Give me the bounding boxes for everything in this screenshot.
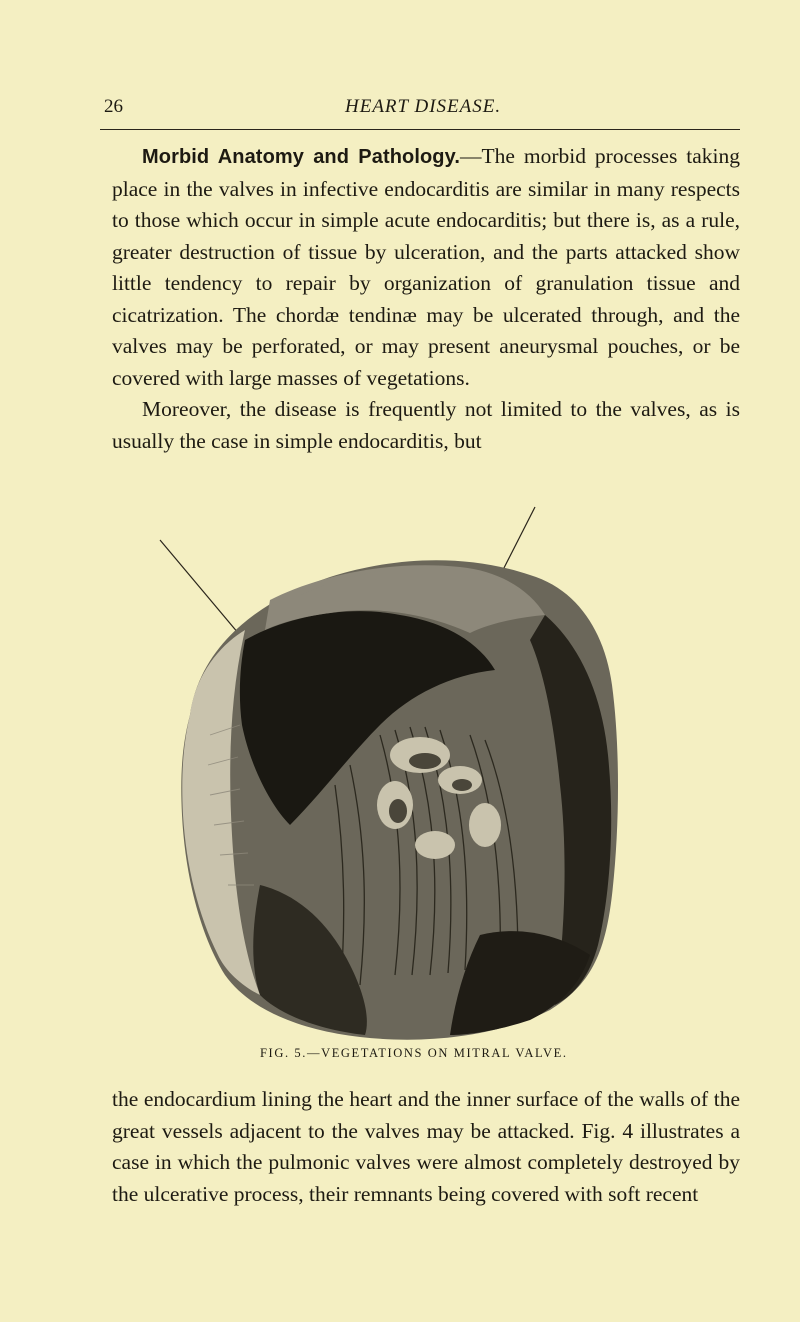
lower-text-block <box>112 1084 740 1210</box>
heart-engraving <box>150 505 650 1045</box>
upper-text-block <box>112 141 740 457</box>
figure-illustration <box>150 505 650 1065</box>
paragraph-continued: the endocardium lining the heart and the inner surface of the walls of the great vessels adjacent to the valves may be attacked. Fig. 4 illustrates a case in which the pulmonic valves were almost completely destroyed by the ulcerative process, their remnants being covered with soft recent <box>112 1087 740 1206</box>
page-number: 26 <box>104 96 123 117</box>
header-rule <box>100 129 740 130</box>
paragraph-1-body: —The morbid processes taking place in the valves in infective endocarditis are similar in many respects to those which occur in simple acute endocarditis; but there is, as a rule, greater destruction of tissue by ulceration, and the parts attacked show little tendency to repair by organization of granulation tissue and cicatrization. The chordæ tendinæ may be ulcerated through, and the valves may be perforated, or may present aneurysmal pouches, or be covered with large masses of vegetations. <box>112 144 740 390</box>
running-title: HEART DISEASE. <box>345 96 502 117</box>
paragraph-morbid-anatomy <box>112 141 740 394</box>
figure-caption: FIG. 5.—VEGETATIONS ON MITRAL VALVE. <box>260 1046 568 1060</box>
paragraph-2: Moreover, the disease is frequently not limited to the valves, as is usually the case in simple endocarditis, but <box>112 397 740 453</box>
running-head <box>100 96 740 120</box>
section-heading: Morbid Anatomy and Pathology. <box>142 146 461 168</box>
